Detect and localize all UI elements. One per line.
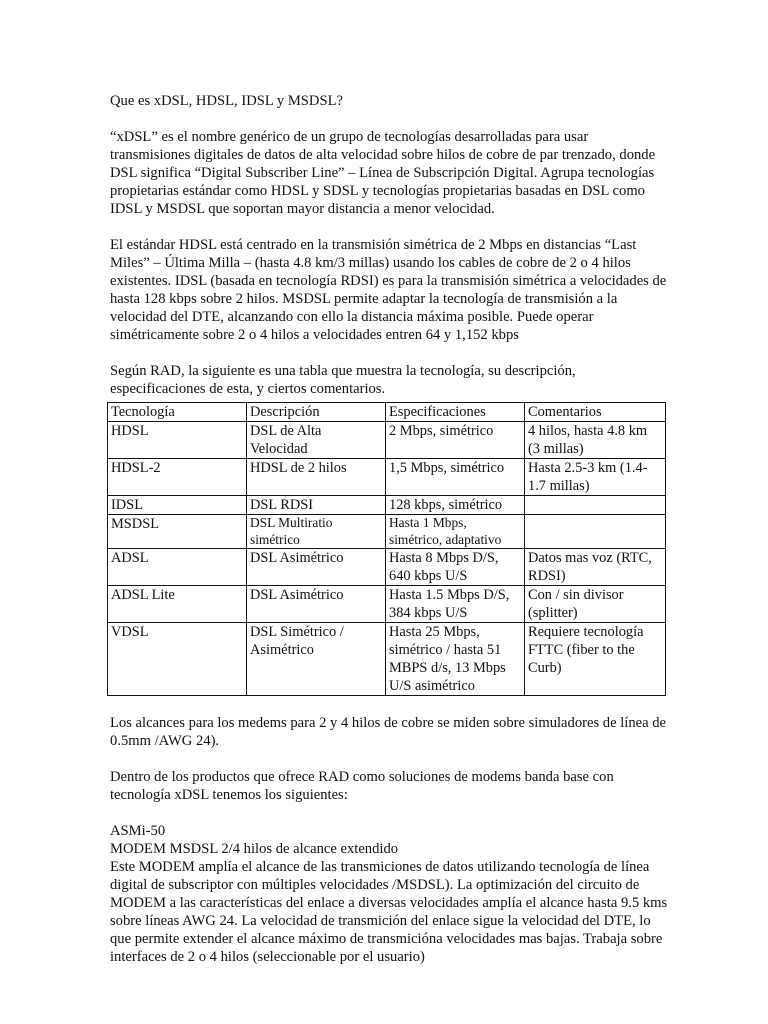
table-cell: Datos mas voz (RTC, RDSI) [525,549,666,586]
hdsl-paragraph: El estándar HDSL está centrado en la transmisión simétrica de 2 Mbps en distancias “Last Miles” – Última Milla – (hasta 4.8 km/3 millas) usando los cables de cobre de 2 o 4 hilos existentes. IDSL (basada en tecnología RDSI) es para la transmisión simétrica a velocidades de hasta 128 kbps sobre 2 hilos. MSDSL permite adaptar la tecnología de transmisión a la velocidad del DTE, alcanzando con ello la distancia máxima posible. Puede operar simétricamente sobre 2 o 4 hilos a velocidades entren 64 y 1,152 kbps [110,237,667,343]
document-title: Que es xDSL, HDSL, IDSL y MSDSL? [110,93,343,109]
table-row [108,496,666,515]
column-header-tecnologia: Tecnología [108,403,247,422]
table-cell: Hasta 1 Mbps, simétrico, adaptativo [386,515,525,549]
table-row [108,422,666,459]
product-subtitle: MODEM MSDSL 2/4 hilos de alcance extendido [110,841,399,857]
table-cell: DSL Simétrico / Asimétrico [247,623,386,696]
table-cell: 1,5 Mbps, simétrico [386,459,525,496]
column-header-especificaciones: Especificaciones [386,403,525,422]
intro-paragraph: “xDSL” es el nombre genérico de un grupo de tecnologías desarrolladas para usar transmisiones digitales de datos de alta velocidad sobre hilos de cobre de par trenzado, donde DSL significa “Digital Subscriber Line” – Línea de Subscripción Digital. Agrupa tecnologías propietarias estándar como HDSL y SDSL y tecnologías propietarias basadas en DSL como IDSL y MSDSL que soportan mayor distancia a menor velocidad. [110,129,656,217]
table-cell: IDSL [108,496,247,515]
technology-table [107,402,666,696]
table-cell: 4 hilos, hasta 4.8 km (3 millas) [525,422,666,459]
column-header-comentarios: Comentarios [525,403,666,422]
table-cell: MSDSL [108,515,247,549]
table-cell: HDSL [108,422,247,459]
table-cell [525,515,666,549]
table-row [108,549,666,586]
table-cell: ADSL [108,549,247,586]
table-cell: Hasta 2.5-3 km (1.4-1.7 millas) [525,459,666,496]
table-cell: VDSL [108,623,247,696]
table-header-row [108,403,666,422]
table-cell: HDSL-2 [108,459,247,496]
product-name: ASMi-50 [110,823,166,839]
table-cell [525,496,666,515]
table-cell: 2 Mbps, simétrico [386,422,525,459]
document-page [110,92,670,966]
table-cell: DSL de Alta Velocidad [247,422,386,459]
table-cell: DSL RDSI [247,496,386,515]
productos-paragraph: Dentro de los productos que ofrece RAD como soluciones de modems banda base con tecnología xDSL tenemos los siguientes: [110,769,614,803]
product-description: Este MODEM amplía el alcance de las transmiciones de datos utilizando tecnología de línea digital de subscriptor con múltiples velocidades /MSDSL). La optimización del circuito de MODEM a las características del enlace a diversas velocidades amplía el alcance hasta 9.5 kms sobre líneas AWG 24. La velocidad de transmición del enlace sigue la velocidad del DTE, lo que permite extender el alcance máximo de transmicióna velocidades mas bajas. Trabaja sobre interfaces de 2 o 4 hilos (seleccionable por el usuario) [110,859,668,965]
table-row [108,623,666,696]
table-row [108,459,666,496]
table-cell: Requiere tecnología FTTC (fiber to the Curb) [525,623,666,696]
table-cell: 128 kbps, simétrico [386,496,525,515]
alcances-paragraph: Los alcances para los medems para 2 y 4 hilos de cobre se miden sobre simuladores de línea de 0.5mm /AWG 24). [110,715,667,749]
table-row [108,515,666,549]
table-cell: DSL Asimétrico [247,549,386,586]
table-cell: DSL Asimétrico [247,586,386,623]
table-cell: ADSL Lite [108,586,247,623]
table-cell: Hasta 8 Mbps D/S, 640 kbps U/S [386,549,525,586]
table-cell: Con / sin divisor (splitter) [525,586,666,623]
table-cell: HDSL de 2 hilos [247,459,386,496]
table-row [108,586,666,623]
table-cell: Hasta 1.5 Mbps D/S, 384 kbps U/S [386,586,525,623]
column-header-descripcion: Descripción [247,403,386,422]
table-cell: Hasta 25 Mbps, simétrico / hasta 51 MBPS d/s, 13 Mbps U/S asimétrico [386,623,525,696]
table-cell: DSL Multiratio simétrico [247,515,386,549]
rad-paragraph: Según RAD, la siguiente es una tabla que muestra la tecnología, su descripción, especificaciones de esta, y ciertos comentarios. [110,363,576,397]
